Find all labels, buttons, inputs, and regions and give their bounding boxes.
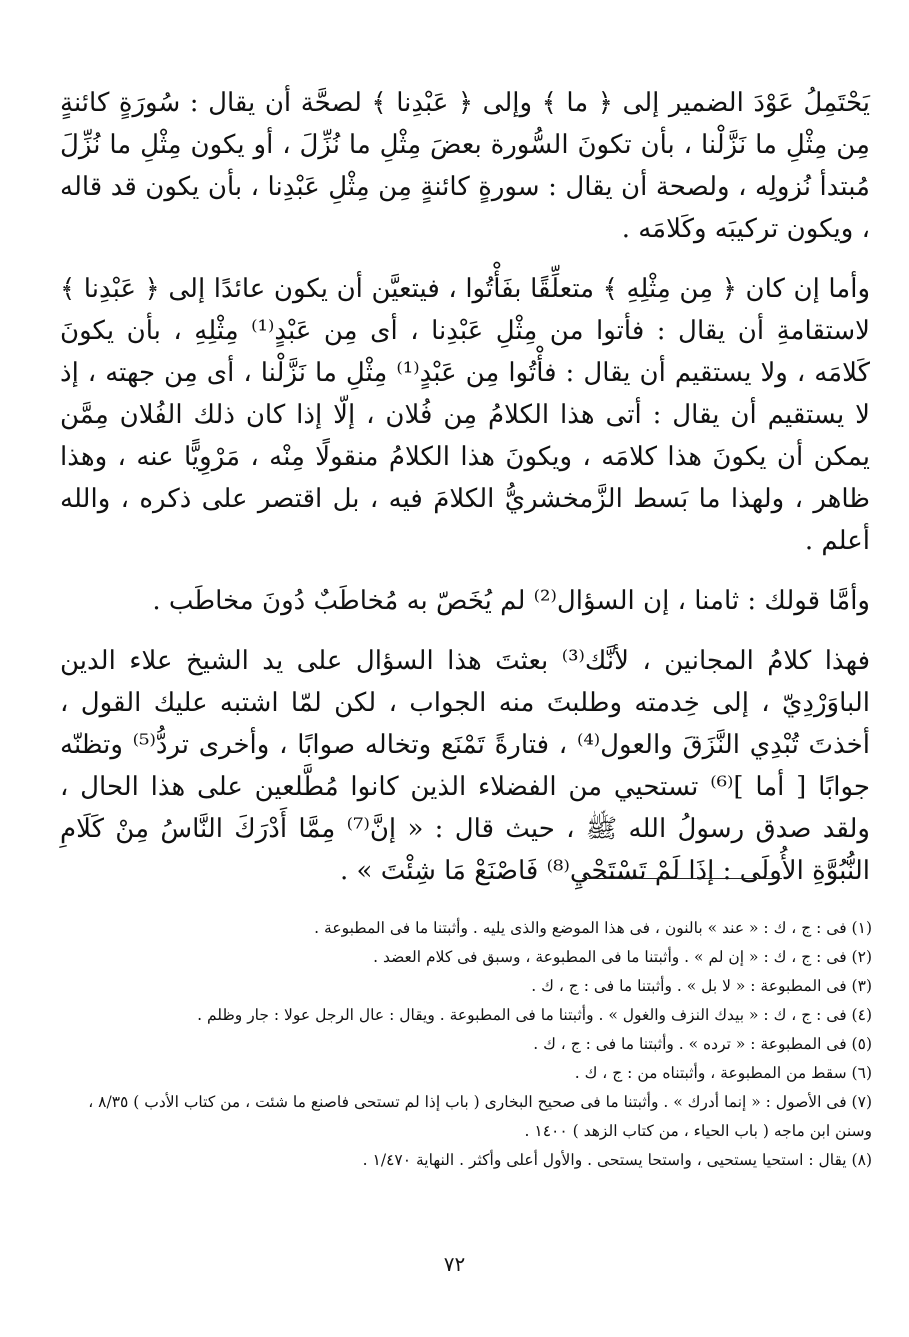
footnote-1: (١) فى : ج ، ك : « عند » بالنون ، فى هذا الموضع والذى يليه . وأثبتنا ما فى المطبوعة . <box>314 919 872 937</box>
footnote-5: (٥) فى المطبوعة : « ترده » . وأثبتنا ما فى : ج ، ك . <box>533 1035 872 1053</box>
footnote-3: (٣) فى المطبوعة : « لا بل » . وأثبتنا ما فى : ج ، ك . <box>531 977 872 995</box>
footnote-2: (٢) فى : ج ، ك : « إن لم » . وأثبتنا ما فى المطبوعة ، وسبق فى كلام العضد . <box>373 948 872 966</box>
footnote-4: (٤) فى : ج ، ك : « بيدك النزف والغول » . وأثبتنا ما فى المطبوعة . ويقال : عال الرجل عولا : جار وظلم . <box>197 1006 872 1024</box>
paragraph-3: وأمَّا قولك : ثامنا ، إن السؤال⁽²⁾ لم يُخَصّ به مُخاطَبٌ دُونَ مخاطَب . <box>152 586 870 616</box>
footnote-divider <box>582 878 782 879</box>
footnote-6: (٦) سقط من المطبوعة ، وأثبتناه من : ج ، ك . <box>574 1064 872 1082</box>
main-text <box>60 82 870 910</box>
footnotes <box>60 914 872 1175</box>
paragraph-4: فهذا كلامُ المجانين ، لأنَّك⁽³⁾ بعثتَ هذا السؤال على يد الشيخ علاء الدين الباوَرْدِيّ ، إلى خِدمته وطلبتَ منه الجواب ، لكن لمّا اشتبه عليك القول ، أخذتَ تُبْدِي النَّزَقَ والعول⁽⁴⁾ ، فتارةً تَمْنَع وتخاله صوابًا ، وأخرى تردُّ⁽⁵⁾ وتظنّه جوابًا [ أما ]⁽⁶⁾ تستحيي من الفضلاء الذين كانوا مُطَّلعين على هذا الحال ، ولقد صدق رسولُ الله ﷺ ، حيث قال : « إنَّ⁽⁷⁾ مِمَّا أَدْرَكَ النَّاسُ مِنْ كَلَامِ النُّبُوَّةِ الأُولَى : إذَا لَمْ تَسْتَحْيِ⁽⁸⁾ فَاصْنَعْ مَا شِئْتَ » . <box>60 646 870 886</box>
paragraph-1: يَحْتَمِلُ عَوْدَ الضمير إلى ﴿ ما ﴾ وإلى ﴿ عَبْدِنا ﴾ لصحَّة أن يقال : سُورَةٍ كائنةٍ مِن مِثْلِ ما نَزَّلْنا ، بأن تكونَ السُّورة بعضَ مِثْلِ ما نُزِّلَ ، أو يكون مِثْلِ ما نُزِّلَ مُبتدأ نُزولِه ، ولصحة أن يقال : سورةٍ كائنةٍ مِن مِثْلِ عَبْدِنا ، بأن يكون قد قاله ، ويكون تركيبَه وكَلامَه . <box>60 88 870 244</box>
paragraph-2: وأما إن كان ﴿ مِن مِثْلِهِ ﴾ متعلِّقًا بفَأْتُوا ، فيتعيَّن أن يكون عائدًا إلى ﴿ عَبْدِنا ﴾ لاستقامةِ أن يقال : فأتوا من مِثْلِ عَبْدِنا ، أى مِن عَبْدٍ⁽¹⁾ مِثْلِهِ ، بأن يكونَ كَلامَه ، ولا يستقيم أن يقال : فأْتُوا مِن عَبْدٍ⁽¹⁾ مِثْلِ ما نَزَّلْنا ، أى مِن جهته ، إذ لا يستقيم أن يقال : أتى هذا الكلامُ مِن فُلان ، إلّا إذا كان ذلك الفُلان مِمَّن يمكن أن يكونَ هذا كلامَه ، ويكونَ هذا الكلامُ منقولًا مِنْه ، مَرْوِيًّا عنه ، وهذا ظاهر ، ولهذا ما بَسط الزَّمخشريُّ الكلامَ فيه ، بل اقتصر على ذكره ، والله أعلم . <box>60 274 871 556</box>
footnote-7: (٧) فى الأصول : « إنما أدرك » . وأثبتنا ما فى صحيح البخارى ( باب إذا لم تستحى فاصنع ما شئت ، من كتاب الأدب ) ٨/٣٥ ، وسنن ابن ماجه ( باب الحياء ، من كتاب الزهد ) ١٤٠٠ . <box>88 1093 872 1140</box>
page-number: ٧٢ <box>443 1252 466 1276</box>
footnote-8: (٨) يقال : استحيا يستحيى ، واستحا يستحى . والأول أعلى وأكثر . النهاية ١/٤٧٠ . <box>362 1151 872 1169</box>
